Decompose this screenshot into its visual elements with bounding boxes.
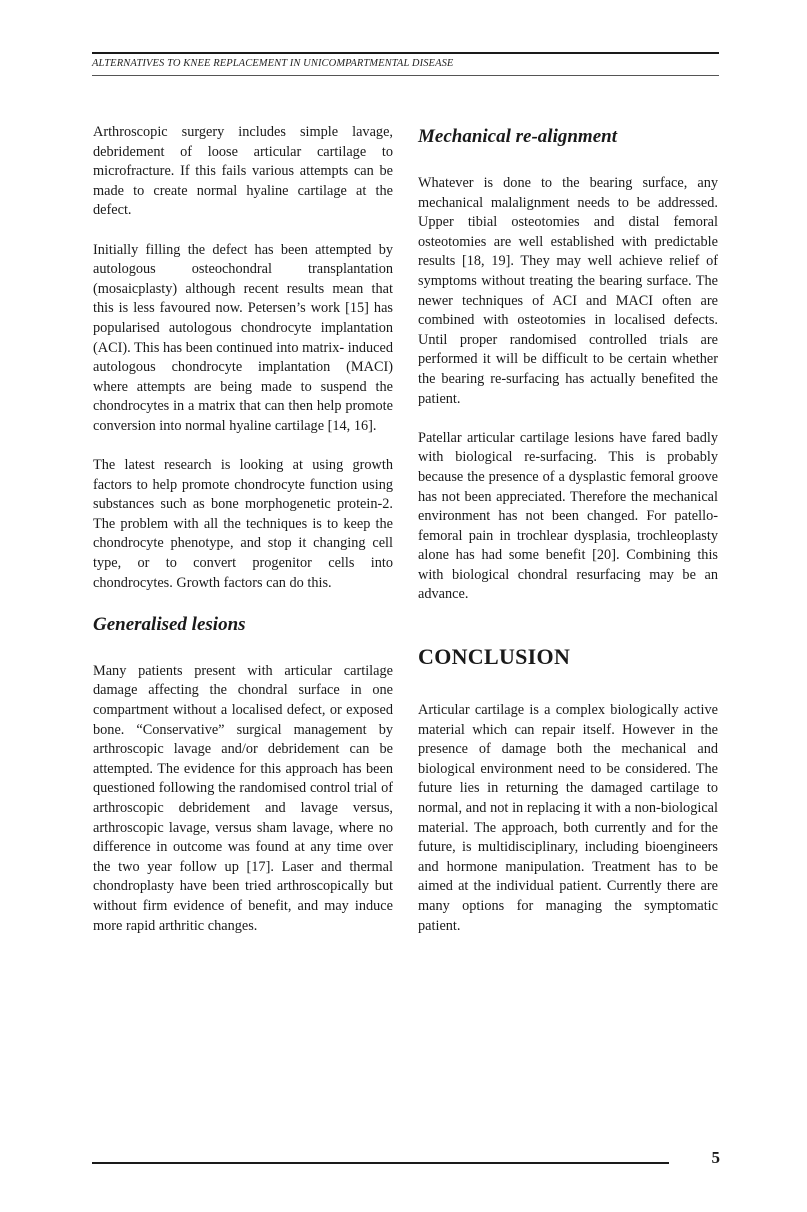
- header-rule-bottom: [92, 75, 719, 76]
- body-paragraph: Initially filling the defect has been attempted by autologous osteochondral transplantation (mosaicplasty) although recent results mean that this is less favoured now. Petersen’s work [15] has popularised autologous chondrocyte implantation (ACI). This has been continued into matrix- induced autologous chondrocyte implantation (MACI) where attempts are being made to suspend the chondrocytes in a matrix that can then help promote conversion into normal hyaline cartilage [14, 16].: [93, 241, 393, 434]
- section-heading-conclusion: CONCLUSION: [418, 644, 571, 670]
- body-paragraph: Articular cartilage is a complex biologically active material which can repair itself. However in the presence of damage both the mechanical and biological environment need to be considered. The future lies in returning the damaged cartilage to normal, and not in replacing it with a non-biological material. The approach, both currently and for the future, is multidisciplinary, including bioengineers and hormone manipulation. Treatment has to be aimed at the individual patient. Currently there are many options for managing the symptomatic patient.: [418, 702, 718, 934]
- footer-rule: [92, 1162, 669, 1164]
- body-paragraph: Many patients present with articular cartilage damage affecting the chondral surface in one compartment without a localised defect, or exposed bone. “Conservative” surgical management by arthroscopic lavage and/or debridement can be attempted. The evidence for this approach has been questioned following the randomised control trial of arthroscopic debridement and lavage versus, arthroscopic lavage, versus sham lavage, where no difference in outcome was found at any time over the two year follow up [17]. Laser and thermal chondroplasty have been tried arthroscopically but without firm evidence of benefit, and may induce more rapid arthritic changes.: [93, 662, 393, 934]
- subheading-generalised-lesions: Generalised lesions: [93, 613, 246, 635]
- header-rule-top: [92, 52, 719, 54]
- right-column: [418, 123, 718, 956]
- body-paragraph: Arthroscopic surgery includes simple lavage, debridement of loose articular cartilage to microfracture. If this fails various attempts can be made to create normal hyaline cartilage at the defect.: [93, 124, 393, 219]
- left-column: [93, 123, 393, 956]
- body-paragraph: Whatever is done to the bearing surface, any mechanical malalignment needs to be addressed. Upper tibial osteotomies and distal femoral osteotomies are well established with predictable results [18, 19]. They may well achieve relief of symptoms without treating the bearing surface. The newer techniques of ACI and MACI often are combined with osteotomies in localised defects. Until proper randomised controlled trials are performed it will be difficult to be certain whether the bearing re-surfacing has actually benefited the patient.: [418, 175, 718, 407]
- subheading-mechanical-realignment: Mechanical re-alignment: [418, 126, 617, 147]
- running-title: ALTERNATIVES TO KNEE REPLACEMENT IN UNICOMPARTMENTAL DISEASE: [92, 58, 454, 69]
- page-number: 5: [711, 1148, 720, 1167]
- body-paragraph: The latest research is looking at using growth factors to help promote chondrocyte function using substances such as bone morphogenetic protein-2. The problem with all the techniques is to keep the chondrocyte phenotype, and stop it changing cell type, or to convert progenitor cells into chondrocytes. Growth factors can do this.: [93, 457, 393, 591]
- body-paragraph: Patellar articular cartilage lesions have fared badly with biological re-surfacing. This is probably because the presence of a dysplastic femoral groove has not been appreciated. Therefore the mechanical environment has not been changed. For patello-femoral pain in trochlear dysplasia, trochleoplasty alone has had some benefit [20]. Combining this with biological chondral resurfacing may be an advance.: [418, 429, 718, 603]
